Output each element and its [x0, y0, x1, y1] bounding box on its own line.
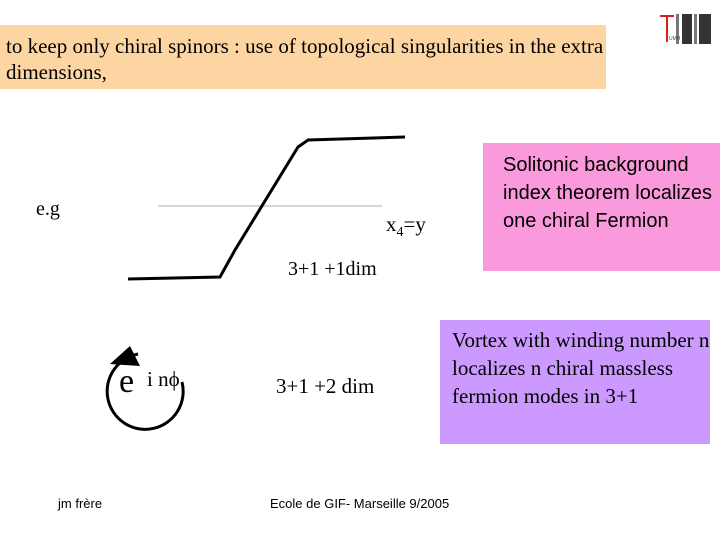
solitonic-callout: Solitonic background index theorem localizes one chiral Fermion — [483, 143, 720, 271]
circular-arrow-icon — [100, 336, 200, 466]
vortex-callout: Vortex with winding number n localizes n chiral massless fermion modes in 3+1 — [440, 320, 710, 444]
exponential-base: e — [119, 363, 135, 400]
exponential-power: i nϕ — [147, 367, 180, 391]
svg-text:UMH: UMH — [669, 36, 681, 42]
dimension-label-2: 3+1 +2 dim — [276, 374, 375, 398]
eg-label: e.g — [36, 198, 60, 220]
institution-logo-icon — [658, 10, 714, 46]
axis-variable-rest: =y — [403, 212, 426, 236]
slide-title: to keep only chiral spinors : use of topological singularities in the extra dimensions, — [0, 25, 606, 89]
footer-event: Ecole de GIF- Marseille 9/2005 — [270, 496, 450, 511]
dimension-label-1: 3+1 +1dim — [288, 258, 377, 280]
footer-author: jm frère — [58, 496, 103, 511]
axis-variable-main: x — [386, 212, 397, 236]
axis-variable-subscript: 4 — [396, 225, 404, 241]
axis-variable-label — [386, 212, 426, 241]
